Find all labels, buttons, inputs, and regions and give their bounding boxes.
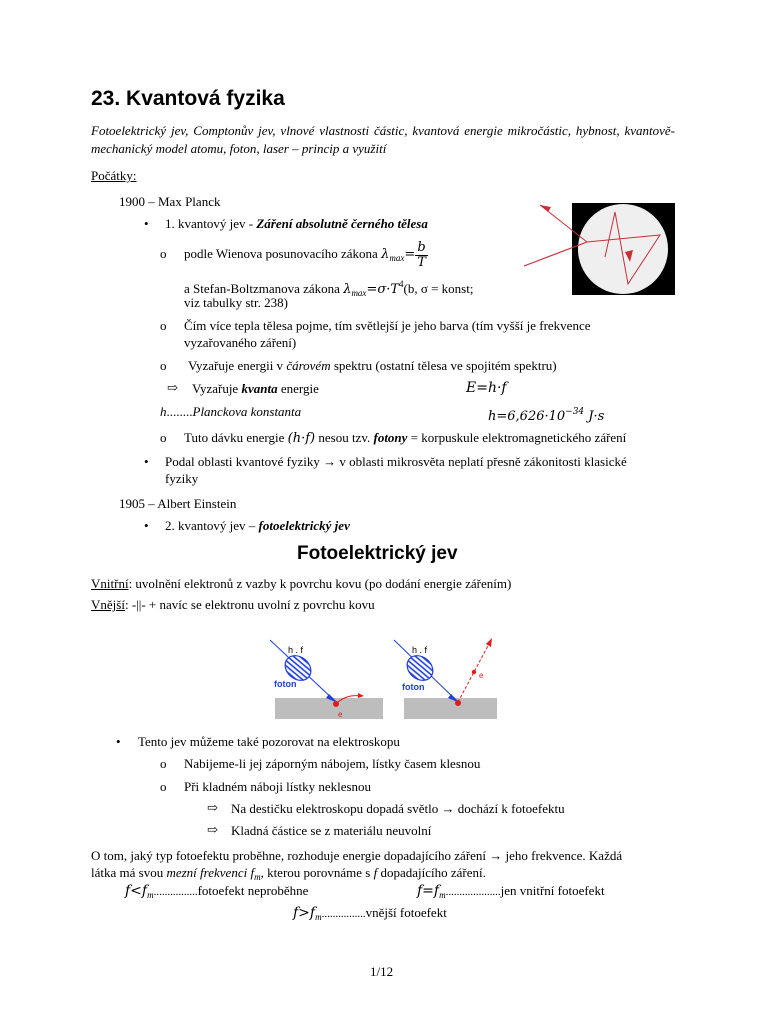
kladna-line: Kladná částice se z materiálu neuvolní — [231, 823, 432, 838]
hf-label-left: h . f — [288, 645, 304, 655]
electron-right — [455, 700, 461, 706]
wien-sub: max — [389, 253, 405, 263]
wien-lambda: λ — [381, 247, 390, 262]
cond1-dots: ................ — [153, 886, 198, 898]
foton-label-right: foton — [402, 682, 425, 692]
bullet-dot: • — [144, 454, 149, 469]
photon-packet-right — [402, 651, 438, 686]
electron-arrow-left — [358, 693, 364, 698]
vyzaruje-italic: čárovém — [286, 358, 331, 373]
otom-pre: látka má svou — [91, 865, 167, 880]
kvanta-bold: kvanta — [241, 381, 278, 396]
bullet-dot: • — [144, 216, 149, 231]
h-formula-units: J·s — [584, 409, 605, 424]
vnejsi-text: : -||- + navíc se elektronu uvolní z povrchu kovu — [124, 597, 375, 612]
kladnem-line: Při kladném náboji lístky neklesnou — [184, 779, 372, 794]
podal-line-2: fyziky — [165, 471, 199, 486]
sub-bullet-o: o — [160, 756, 167, 771]
otom-line-2 — [91, 865, 486, 885]
metal-surface-left — [275, 698, 383, 719]
condition-2 — [417, 883, 605, 903]
cond3-sub: m — [315, 912, 322, 922]
wien-denominator: T — [417, 254, 426, 270]
wien-numerator: b — [415, 241, 428, 256]
exit-arrowhead — [540, 205, 551, 212]
wien-fraction — [415, 241, 428, 270]
otom-line-1: O tom, jaký typ fotoefektu proběhne, rozhoduje energie dopadajícího záření → jeho frekvence. Každá — [91, 848, 623, 863]
cavity-circle — [578, 204, 668, 294]
sub-bullet-o: o — [160, 358, 167, 373]
sub-bullet-o: o — [160, 430, 167, 445]
bullet-dot: • — [116, 734, 121, 749]
cond1-sub: m — [147, 890, 154, 900]
blackbody-figure — [520, 202, 676, 296]
vnitrni-text: : uvolnění elektronů z vazby k povrchu kovu (po dodání energie zářením) — [128, 576, 512, 591]
electron-moving-right — [472, 670, 476, 674]
nabijeme-line: Nabijeme-li jej záporným nábojem, lístky časem klesnou — [184, 756, 481, 771]
bullet-dot: • — [144, 518, 149, 533]
vyzaruje-line — [188, 358, 557, 374]
davka-pre: Tuto dávku energie — [184, 430, 285, 445]
vyzaruje-post: spektru (ostatní tělesa ve spojitém spektru) — [330, 358, 557, 373]
cond2-math: f=f — [417, 883, 440, 899]
vnitrni-line — [91, 576, 511, 592]
metal-surface-right — [404, 698, 497, 719]
q2-prefix: 2. kvantový jev – — [165, 518, 259, 533]
electron-arrow-right — [486, 638, 492, 647]
arrow-bullet-icon: ⇨ — [207, 822, 218, 837]
stefan-sup: 4 — [399, 279, 404, 289]
tabulky-line: viz tabulky str. 238) — [184, 295, 288, 310]
section-pocatky: Počátky: — [91, 168, 137, 183]
h-desc: Planckova konstanta — [192, 404, 302, 419]
sub-bullet-o: o — [160, 318, 167, 333]
otom-f: f — [373, 865, 378, 880]
otom-post: dopadajícího záření. — [377, 865, 486, 880]
arrow-bullet-icon: ⇨ — [207, 800, 218, 815]
e-label-left: e — [338, 710, 343, 719]
sub-bullet-o: o — [160, 779, 167, 794]
davka-math: (h·f) — [287, 431, 316, 446]
otom-mid: , kterou porovnáme s — [260, 865, 374, 880]
stefan-eq: =σ·T — [366, 282, 400, 297]
cond3-math: f>f — [293, 905, 316, 921]
h-label: h — [160, 404, 167, 419]
q1-bold: Záření absolutně černého tělesa — [256, 216, 428, 231]
podal-line-1: Podal oblasti kvantové fyziky → v oblasti mikrosvěta neplatí přesně zákonitosti klasické — [165, 454, 627, 469]
h-formula-sup: −34 — [565, 407, 585, 417]
kvanta-pre: Vyzařuje — [192, 381, 242, 396]
tepla-line-1: Čím více tepla tělesa pojme, tím světlejší je jeho barva (tím vyšší je frekvence — [184, 318, 591, 333]
vnejsi-label: Vnější — [91, 597, 125, 612]
h-formula — [488, 404, 604, 425]
cond3-dots: ................ — [321, 908, 366, 920]
page-number: 1/12 — [370, 964, 394, 979]
tepla-line-2: vyzařovaného záření) — [184, 335, 297, 350]
stefan-lambda: λ — [343, 282, 352, 297]
stefan-tail: (b, σ = konst; — [403, 281, 474, 296]
wien-eq: = — [404, 247, 416, 262]
hf-label-right: h . f — [412, 645, 428, 655]
vnejsi-line — [91, 597, 375, 613]
wien-line — [184, 238, 428, 274]
h-line — [160, 404, 301, 420]
quantum-1-line — [165, 216, 428, 232]
photoelectric-diagram — [268, 636, 504, 722]
page-title: 23. Kvantová fyzika — [91, 87, 285, 110]
davka-post: = korpuskule elektromagnetického záření — [407, 430, 627, 445]
q2-bold: fotoelektrický jev — [258, 518, 350, 533]
cond2-sub: m — [439, 890, 446, 900]
quantum-2-line — [165, 518, 350, 534]
davka-line — [184, 430, 626, 447]
vyzaruje-pre: Vyzařuje energii v — [188, 358, 287, 373]
foton-label-left: foton — [274, 679, 297, 689]
q1-prefix: 1. kvantový jev - — [165, 216, 257, 231]
otom-italic: mezní frekvenci f — [166, 865, 255, 880]
kvanta-post: energie — [277, 381, 319, 396]
section-heading: Fotoelektrický jev — [297, 543, 458, 564]
otom-sub: m — [254, 872, 261, 882]
davka-mid: nesou tzv. — [315, 430, 374, 445]
condition-1 — [125, 883, 308, 903]
cond3-text: vnější fotoefekt — [365, 905, 447, 920]
cond2-dots: .................... — [445, 886, 501, 898]
stefan-text: a Stefan-Boltzmanova zákona — [184, 281, 340, 296]
planck-line: 1900 – Max Planck — [119, 194, 221, 209]
elektroskop-line: Tento jev můžeme také pozorovat na elektroskopu — [138, 734, 400, 749]
energy-formula: E=h·f — [466, 380, 507, 396]
subtitle: Fotoelektrický jev, Comptonův jev, vlnové vlastnosti částic, kvantová energie mikročástic, hybnost, kvantově-mechanický model atomu, foton, laser – princip a využití — [91, 123, 675, 156]
davka-bold: fotony — [373, 430, 408, 445]
condition-3 — [293, 905, 447, 925]
vnitrni-label: Vnitřní — [91, 576, 129, 591]
cond2-text: jen vnitřní fotoefekt — [500, 883, 605, 898]
cond1-math: f<f — [125, 883, 148, 899]
einstein-line: 1905 – Albert Einstein — [119, 496, 237, 511]
h-dots: ........ — [166, 404, 193, 419]
desticka-line: Na destičku elektroskopu dopadá světlo → dochází k fotoefektu — [231, 801, 565, 816]
e-label-right: e — [479, 671, 484, 680]
cond1-text: fotoefekt neproběhne — [197, 883, 309, 898]
wien-text: podle Wienova posunovacího zákona — [184, 246, 378, 261]
arrow-bullet-icon: ⇨ — [167, 380, 178, 395]
stefan-sub: max — [351, 288, 367, 298]
h-formula-base: h=6,626·10 — [488, 409, 566, 424]
sub-bullet-o: o — [160, 246, 167, 261]
kvanta-line — [192, 381, 319, 397]
